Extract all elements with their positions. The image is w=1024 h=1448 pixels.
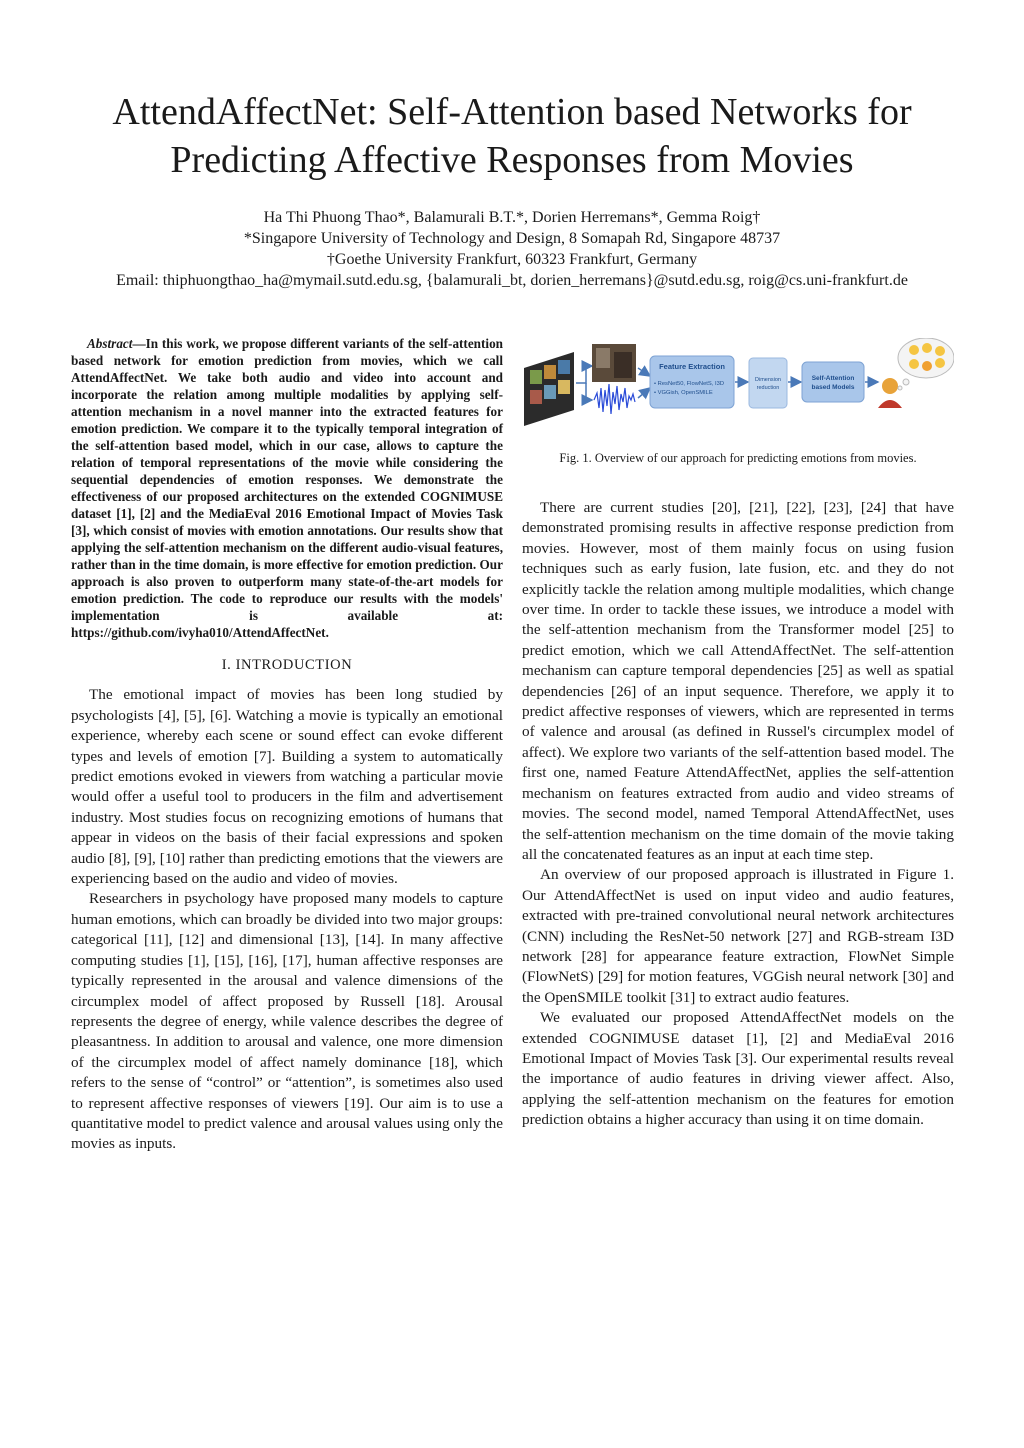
right-paragraph-1: There are current studies [20], [21], [22], [23], [24] that have demonstrated promising results in affective response prediction from movies. However, most of them mainly focus on using fusion techniques such as early fusion, late fusion, etc. and they do not explicitly tackle the relation among multiple modalities, which change over time. In order to tackle these issues, we introduce a model with the self-attention mechanism from the Transformer model [25] to predict emotion, which we call AttendAffectNet. The self-attention mechanism can capture temporal dependencies [25] as well as spatial dependencies [26] of an input sequence. Therefore, we apply it to predict affective responses of viewers, which are represented in terms of valence and arousal (as defined in Russel's circumplex model of affect). We explore two variants of the self-attention based model. The first one, named Feature AttendAffectNet, applies the self-attention mechanism on features extracted from audio and video streams of movies. The second model, named Temporal AttendAffectNet, uses the self-attention mechanism on the time domain of the movie taking all the concatenated features as an input at each time step. [522, 499, 954, 863]
video-frame-image [592, 344, 636, 382]
paper-title [0, 88, 1024, 184]
dimension-reduction-line-1: Dimension [755, 377, 781, 383]
abstract-label: Abstract [87, 336, 133, 351]
figure-1 [522, 338, 954, 488]
feature-extraction-item-1: • ResNet50, FlowNetS, I3D [654, 381, 725, 387]
section-heading-introduction: I. INTRODUCTION [221, 657, 353, 673]
left-column [71, 335, 503, 1155]
author-names: Ha Thi Phuong Thao*, Balamurali B.T.*, Dorien Herremans*, Gemma Roig† [263, 209, 761, 226]
dimension-reduction-line-2: reduction [756, 385, 780, 391]
self-attention-models-box [802, 362, 864, 402]
feature-extraction-title: Feature Extraction [659, 362, 725, 371]
affiliation-2: †Goethe University Frankfurt, 60323 Frankfurt, Germany [326, 251, 698, 268]
right-paragraph-3: We evaluated our proposed AttendAffectNet models on the extended COGNIMUSE dataset [1], [2] and MediaEval 2016 Emotional Impact of Movies Task [3]. Our experimental results reveal the importance of audio features in driving viewer affect. Also, applying the self-attention mechanism on the features for emotion prediction obtains a higher accuracy than using it on time domain. [522, 1009, 954, 1129]
abstract [71, 335, 503, 641]
figure-1-caption: Fig. 1. Overview of our approach for predicting emotions from movies. [559, 451, 917, 465]
dimension-reduction-box [749, 358, 787, 408]
intro-paragraph-1: The emotional impact of movies has been long studied by psychologists [4], [5], [6]. Watching a movie is typically an emotional experience, whereby each scene or sound effect can evoke different types and levels of emotion [7]. Building a system to automatically predict emotions evoked in viewers from watching a particular movie would offer a useful tool to producers in the film and advertisement industry. Most studies focus on recognizing emotions of humans that appear in videos on the basis of their facial expressions and spoken audio [8], [9], [10] rather than predicting emotions that the viewers are experiencing based on the audio and video of movies. [71, 686, 503, 888]
self-attention-line-1: Self-Attention [811, 375, 855, 382]
film-strip-icon [524, 352, 574, 426]
figure-1-diagram [522, 338, 954, 438]
emotion-thought-bubble-icon [898, 338, 954, 390]
title-line-1: AttendAffectNet: Self-Attention based Networks for [112, 91, 912, 133]
affiliation-1: *Singapore University of Technology and Design, 8 Somapah Rd, Singapore 48737 [243, 230, 781, 247]
audio-waveform-icon [594, 384, 635, 414]
viewer-person-icon [878, 378, 902, 408]
feature-extraction-item-2: • VGGish, OpenSMILE [654, 390, 713, 396]
intro-paragraph-2: Researchers in psychology have proposed many models to capture human emotions, which can broadly be divided into two major groups: categorical [11], [12] and dimensional [13], [14]. In many affective computing studies [1], [15], [16], [17], human affective responses are typically represented in the arousal and valence dimensions of the circumplex model of affect proposed by Russell [18]. Arousal represents the degree of energy, while valence describes the degree of pleasantness. In addition to arousal and valence, one more dimension of the circumplex model of affect namely dominance [18], which refers to the sense of “control” or “attention”, is sometimes also used to represent affective responses of viewers [19]. Our aim is to use a quantitative model to predict valence and arousal values using only the movies as inputs. [71, 890, 503, 1153]
right-paragraph-2: An overview of our proposed approach is illustrated in Figure 1. Our AttendAffectNet is used on input video and audio features, extracted with pre-trained convolutional neural network architectures (CNN) including the ResNet-50 network [27] and RGB-stream I3D network [28] for appearance feature extraction, FlowNet Simple (FlowNetS) [29] for motion features, VGGish neural network [30] and the OpenSMILE toolkit [31] to extract audio features. [522, 866, 954, 1006]
right-column [522, 338, 954, 1131]
title-line-2: Predicting Affective Responses from Movies [170, 139, 854, 181]
author-emails: Email: thiphuongthao_ha@mymail.sutd.edu.sg, {balamurali_bt, dorien_herremans}@sutd.edu.sg, roig@cs.uni-frankfurt.de [116, 272, 908, 289]
abstract-text: —In this work, we propose different variants of the self-attention based network for emotion prediction from movies, which we call AttendAffectNet. We take both audio and video into account and incorporate the relation among multiple modalities by applying self-attention mechanism in a novel manner into the extracted features for emotion prediction. We compare it to the typically temporal integration of the self-attention based model, which in our case, allows to capture the relation of temporal representations of the movie while considering the sequential dependencies of emotion responses. We demonstrate the effectiveness of our proposed architectures on the extended COGNIMUSE dataset [1], [2] and the MediaEval 2016 Emotional Impact of Movies Task [3], which consist of movies with emotion annotations. Our results show that applying the self-attention mechanism on the different audio-visual features, rather than in the time domain, is more effective for emotion prediction. Our approach is also proven to outperform many state-of-the-art models for emotion prediction. The code to reproduce our results with the models' implementation is available at: https://github.com/ivyha010/AttendAffectNet. [71, 336, 503, 640]
self-attention-line-2: based Models [811, 384, 855, 391]
author-block [0, 207, 1024, 291]
